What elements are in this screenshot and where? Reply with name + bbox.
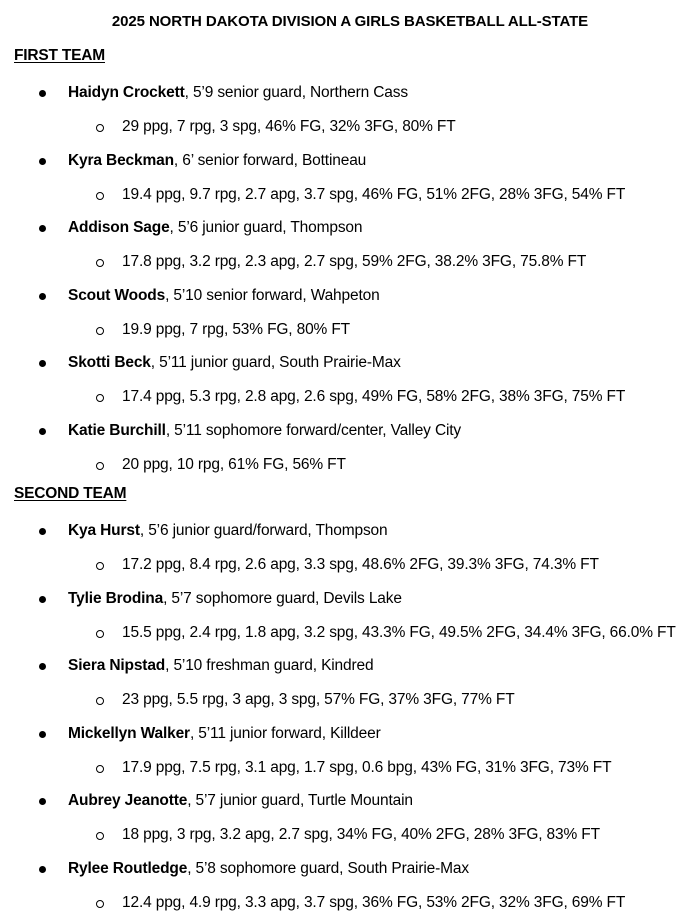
player-name: Mickellyn Walker [68,724,190,742]
player-stats-item [0,894,700,918]
player-item [0,657,700,685]
player-stats: 19.9 ppg, 7 rpg, 53% FG, 80% FT [122,320,350,338]
player-item [0,860,700,888]
player-stats: 17.2 ppg, 8.4 rpg, 2.6 apg, 3.3 spg, 48.6% 2FG, 39.3% 3FG, 74.3% FT [122,556,599,573]
hollow-bullet-icon [96,394,104,402]
player-line [68,219,362,237]
player-details: , 5’10 senior forward, Wahpeton [165,286,380,304]
player-item [0,354,700,382]
player-item [0,792,700,820]
player-details: , 5’6 junior guard, Thompson [169,219,363,236]
player-item [0,152,700,180]
player-stats-item [0,456,700,480]
player-item [0,287,700,315]
player-details: , 5’9 senior guard, Northern Cass [184,84,408,101]
player-stats-item [0,759,700,783]
bullet-icon [39,293,46,300]
player-item [0,84,700,112]
bullet-icon [39,528,46,535]
player-line [68,590,402,608]
document-title: 2025 NORTH DAKOTA DIVISION A GIRLS BASKETBALL ALL-STATE [111,13,589,30]
player-item [0,219,700,247]
player-name: Katie Burchill [68,421,166,439]
player-line [68,725,381,743]
player-stats: 15.5 ppg, 2.4 rpg, 1.8 apg, 3.2 spg, 43.3% FG, 49.5% 2FG, 34.4% 3FG, 66.0% FT [122,623,676,641]
player-details: , 5’7 sophomore guard, Devils Lake [163,589,402,607]
player-details: , 5’8 sophomore guard, South Prairie-Max [187,859,469,877]
bullet-icon [39,866,46,873]
player-stats: 20 ppg, 10 rpg, 61% FG, 56% FT [122,455,346,473]
hollow-bullet-icon [96,462,104,470]
hollow-bullet-icon [96,765,104,773]
player-details: , 5’11 sophomore forward/center, Valley City [165,421,462,439]
bullet-icon [39,731,46,738]
player-line [68,287,380,305]
player-line [68,84,408,102]
bullet-icon [39,663,46,670]
bullet-icon [39,225,46,232]
bullet-icon [39,90,46,97]
player-stats-item [0,826,700,850]
player-stats-item [0,186,700,210]
hollow-bullet-icon [96,192,104,200]
hollow-bullet-icon [96,900,104,908]
player-stats: 17.9 ppg, 7.5 rpg, 3.1 apg, 1.7 spg, 0.6 bpg, 43% FG, 31% 3FG, 73% FT [122,758,612,776]
player-line [68,522,388,540]
hollow-bullet-icon [96,124,104,132]
player-item [0,422,700,450]
bullet-icon [39,596,46,603]
hollow-bullet-icon [96,327,104,335]
bullet-icon [39,798,46,805]
player-name: Addison Sage [68,219,170,236]
player-details: , 5’6 junior guard/forward, Thompson [139,522,388,539]
player-name: Skotti Beck [68,354,151,371]
player-details: , 6’ senior forward, Bottineau [173,151,367,169]
bullet-icon [39,428,46,435]
player-stats: 19.4 ppg, 9.7 rpg, 2.7 apg, 3.7 spg, 46% FG, 51% 2FG, 28% 3FG, 54% FT [122,185,626,203]
hollow-bullet-icon [96,259,104,267]
player-stats: 29 ppg, 7 rpg, 3 spg, 46% FG, 32% 3FG, 80% FT [122,118,456,135]
player-item [0,725,700,753]
player-name: Scout Woods [68,286,166,304]
player-stats: 17.4 ppg, 5.3 rpg, 2.8 apg, 2.6 spg, 49% FG, 58% 2FG, 38% 3FG, 75% FT [122,388,626,405]
player-name: Haidyn Crockett [68,84,185,101]
player-details: , 5’11 junior forward, Killdeer [189,724,381,742]
player-stats-item [0,624,700,648]
section-heading: FIRST TEAM [14,47,105,64]
player-stats-item [0,321,700,345]
player-line [68,860,469,878]
player-line [68,422,461,440]
bullet-icon [39,158,46,165]
player-line [68,657,373,675]
hollow-bullet-icon [96,832,104,840]
player-name: Kya Hurst [68,522,140,539]
player-name: Siera Nipstad [68,657,166,674]
hollow-bullet-icon [96,562,104,570]
player-stats-item [0,253,700,277]
player-name: Aubrey Jeanotte [68,792,188,809]
player-line [68,792,413,810]
player-stats-item [0,388,700,412]
player-name: Tylie Brodina [68,589,164,607]
player-item [0,590,700,618]
player-stats-item [0,691,700,715]
player-stats-item [0,556,700,580]
player-details: , 5’10 freshman guard, Kindred [165,657,374,674]
player-item [0,522,700,550]
player-line [68,354,401,372]
player-details: , 5’11 junior guard, South Prairie-Max [150,354,401,371]
player-details: , 5’7 junior guard, Turtle Mountain [187,792,413,809]
hollow-bullet-icon [96,630,104,638]
player-name: Kyra Beckman [68,151,174,169]
player-stats-item [0,118,700,142]
player-stats: 18 ppg, 3 rpg, 3.2 apg, 2.7 spg, 34% FG, 40% 2FG, 28% 3FG, 83% FT [122,826,600,843]
player-name: Rylee Routledge [68,859,188,877]
player-stats: 23 ppg, 5.5 rpg, 3 apg, 3 spg, 57% FG, 37% 3FG, 77% FT [122,691,515,708]
player-stats: 17.8 ppg, 3.2 rpg, 2.3 apg, 2.7 spg, 59% 2FG, 38.2% 3FG, 75.8% FT [122,253,587,270]
player-line [68,152,366,170]
bullet-icon [39,360,46,367]
player-stats: 12.4 ppg, 4.9 rpg, 3.3 apg, 3.7 spg, 36% FG, 53% 2FG, 32% 3FG, 69% FT [122,893,626,911]
section-heading: SECOND TEAM [14,485,127,502]
hollow-bullet-icon [96,697,104,705]
